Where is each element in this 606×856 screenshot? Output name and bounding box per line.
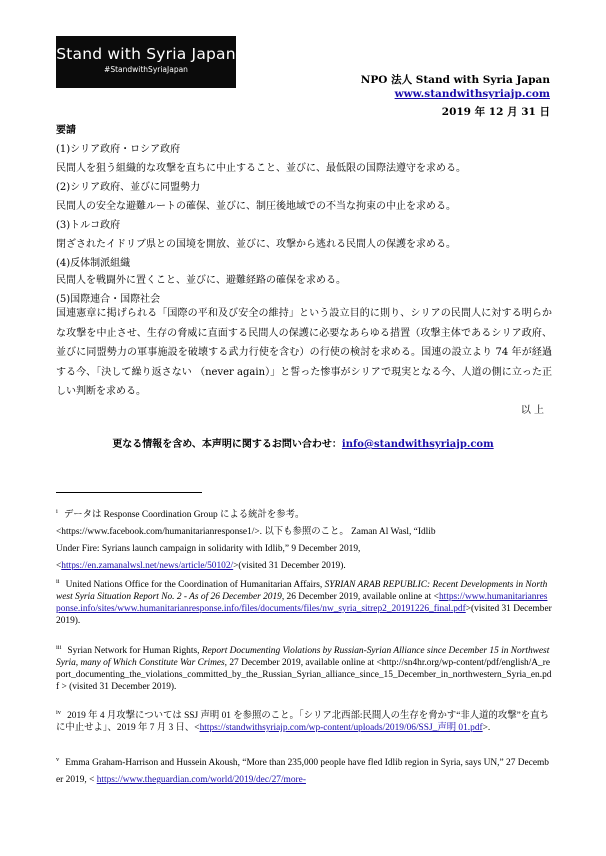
contact-line [0,435,606,450]
demand-1-text: 民間人を狙う組織的な攻撃を直ちに中止すること、並びに、最低限の国際法遵守を求める。 [56,163,466,174]
closing-mark: 以 上 [520,405,544,416]
demand-3-text: 閉ざされたイドリブ県との国境を開放、並びに、攻撃から逃れる民間人の保護を求める。 [56,239,456,250]
footnote-1: $^i$ データは Response Coordination Group による統計を参考。 <https://www.facebook.com/humanitarianresponse1/>. 以下も参照のこと。 Zaman Al Wasl, “Idlib Under Fire: Syrians launch campaign in solidarity with Idlib,” 9 December 2019, <https://en.zamanalwsl.net/news/article/50102/>(visited 31 December 2019). [56,508,436,572]
contact-email-link[interactable]: info@standwithsyriajp.com [341,439,494,450]
demand-1-title: (1)シリア政府・ロシア政府 [56,144,181,155]
logo-hashtag: #StandwithSyriaJapan [104,65,188,74]
footnote-5: $^v$ Emma Graham-Harrison and Hussein Akoush, “More than 235,000 people have fled Idlib region in Syria, says UN,” 27 December 2019, < https://www.theguardian.com/world/2019/dec/27/more- [56,756,549,786]
footnote-3: $^{iii}$ Syrian Network for Human Rights, Report Documenting Violations by Russian-Syrian Alliance since December 15 in Northwest Syria, many of Which Constitute War Crimes, 27 December 2019, available online at <http://sn4hr.org/wp-content/pdf/english/A_report_documenting_the_violations_committed_by_the_Russian_Syrian_alliance_since_15_December_in_northwestern_Syria_en.pdf > (visited 31 December 2019). [56,644,552,693]
footnote-1-link[interactable]: https://en.zamanalwsl.net/news/article/50102/ [61,561,234,572]
document-date: 2019 年 12 月 31 日 [441,106,550,118]
demand-2-title: (2)シリア政府、並びに同盟勢力 [56,182,201,193]
footnote-4-link[interactable]: https://standwithsyriajp.com/wp-content/uploads/2019/06/SSJ_声明 01.pdf [199,723,483,734]
footnote-2-link[interactable]: https://www.humanitarianresponse.info/sites/www.humanitarianresponse.info/files/documents/files/nw_syria_sitrep2_20191226_final.pdf [56,592,548,615]
demand-3-title: (3)トルコ政府 [56,220,121,231]
demand-4-text: 民間人を戦闘外に置くこと、並びに、避難経路の確保を求める。 [56,275,346,286]
demand-2-text: 民間人の安全な避難ルートの確保、並びに、制圧後地域での不当な拘束の中止を求める。 [56,201,456,212]
demands-heading: 要請 [56,125,76,136]
footnote-5-link[interactable]: https://www.theguardian.com/world/2019/dec/27/more- [96,775,306,786]
contact-label: 更なる情報を含め、本声明に関するお問い合わせ： [112,439,342,450]
demand-5-text: 国連憲章に掲げられる「国際の平和及び安全の維持」という設立目的に則り、シリアの民間人に対する明らかな攻撃を中止させ、生存の脅威に直面する民間人の保護に必要なあらゆる措置（攻撃主体であるシリア政府、並びに同盟勢力の軍事施設を破壊する武力行使を含む）の行使の検討を求める。国連の設立より 74 年が経過する今、「決して繰り返さない （never again）」と誓った惨事がシリアで現実となる今、人道の側に立った正しい判断を求める。 [56,308,552,398]
org-logo [56,36,236,88]
footnote-2: $^{ii}$ United Nations Office for the Coordination of Humanitarian Affairs, SYRIAN ARAB REPUBLIC: Recent Developments in Northwest Syria Situation Report No. 2 - As of 26 December 2019, 26 December 2019, available online at <https://www.humanitarianresponse.info/sites/www.humanitarianresponse.info/files/documents/files/nw_syria_sitrep2_20191226_final.pdf>(visited 31 December 2019). [56,578,552,627]
footnote-separator [56,492,202,493]
footnote-4: $^{iv}$ 2019 年 4 月攻撃については SSJ 声明 01 を参照のこと。「シリア北西部:民間人の生存を脅かす“非人道的攻撃”を直ちに中止せよ」、2019 年 7 月 3 日、<https://standwithsyriajp.com/wp-content/uploads/2019/06/SSJ_声明 01.pdf>. [56,709,549,734]
demand-4-title: (4)反体制派組織 [56,258,131,269]
demand-5-title: (5)国際連合・国際社会 [56,294,161,305]
org-url[interactable]: www.standwithsyriajp.com [394,88,550,100]
org-name: NPO 法人 Stand with Syria Japan [360,74,550,86]
logo-title: Stand with Syria Japan [56,45,236,63]
